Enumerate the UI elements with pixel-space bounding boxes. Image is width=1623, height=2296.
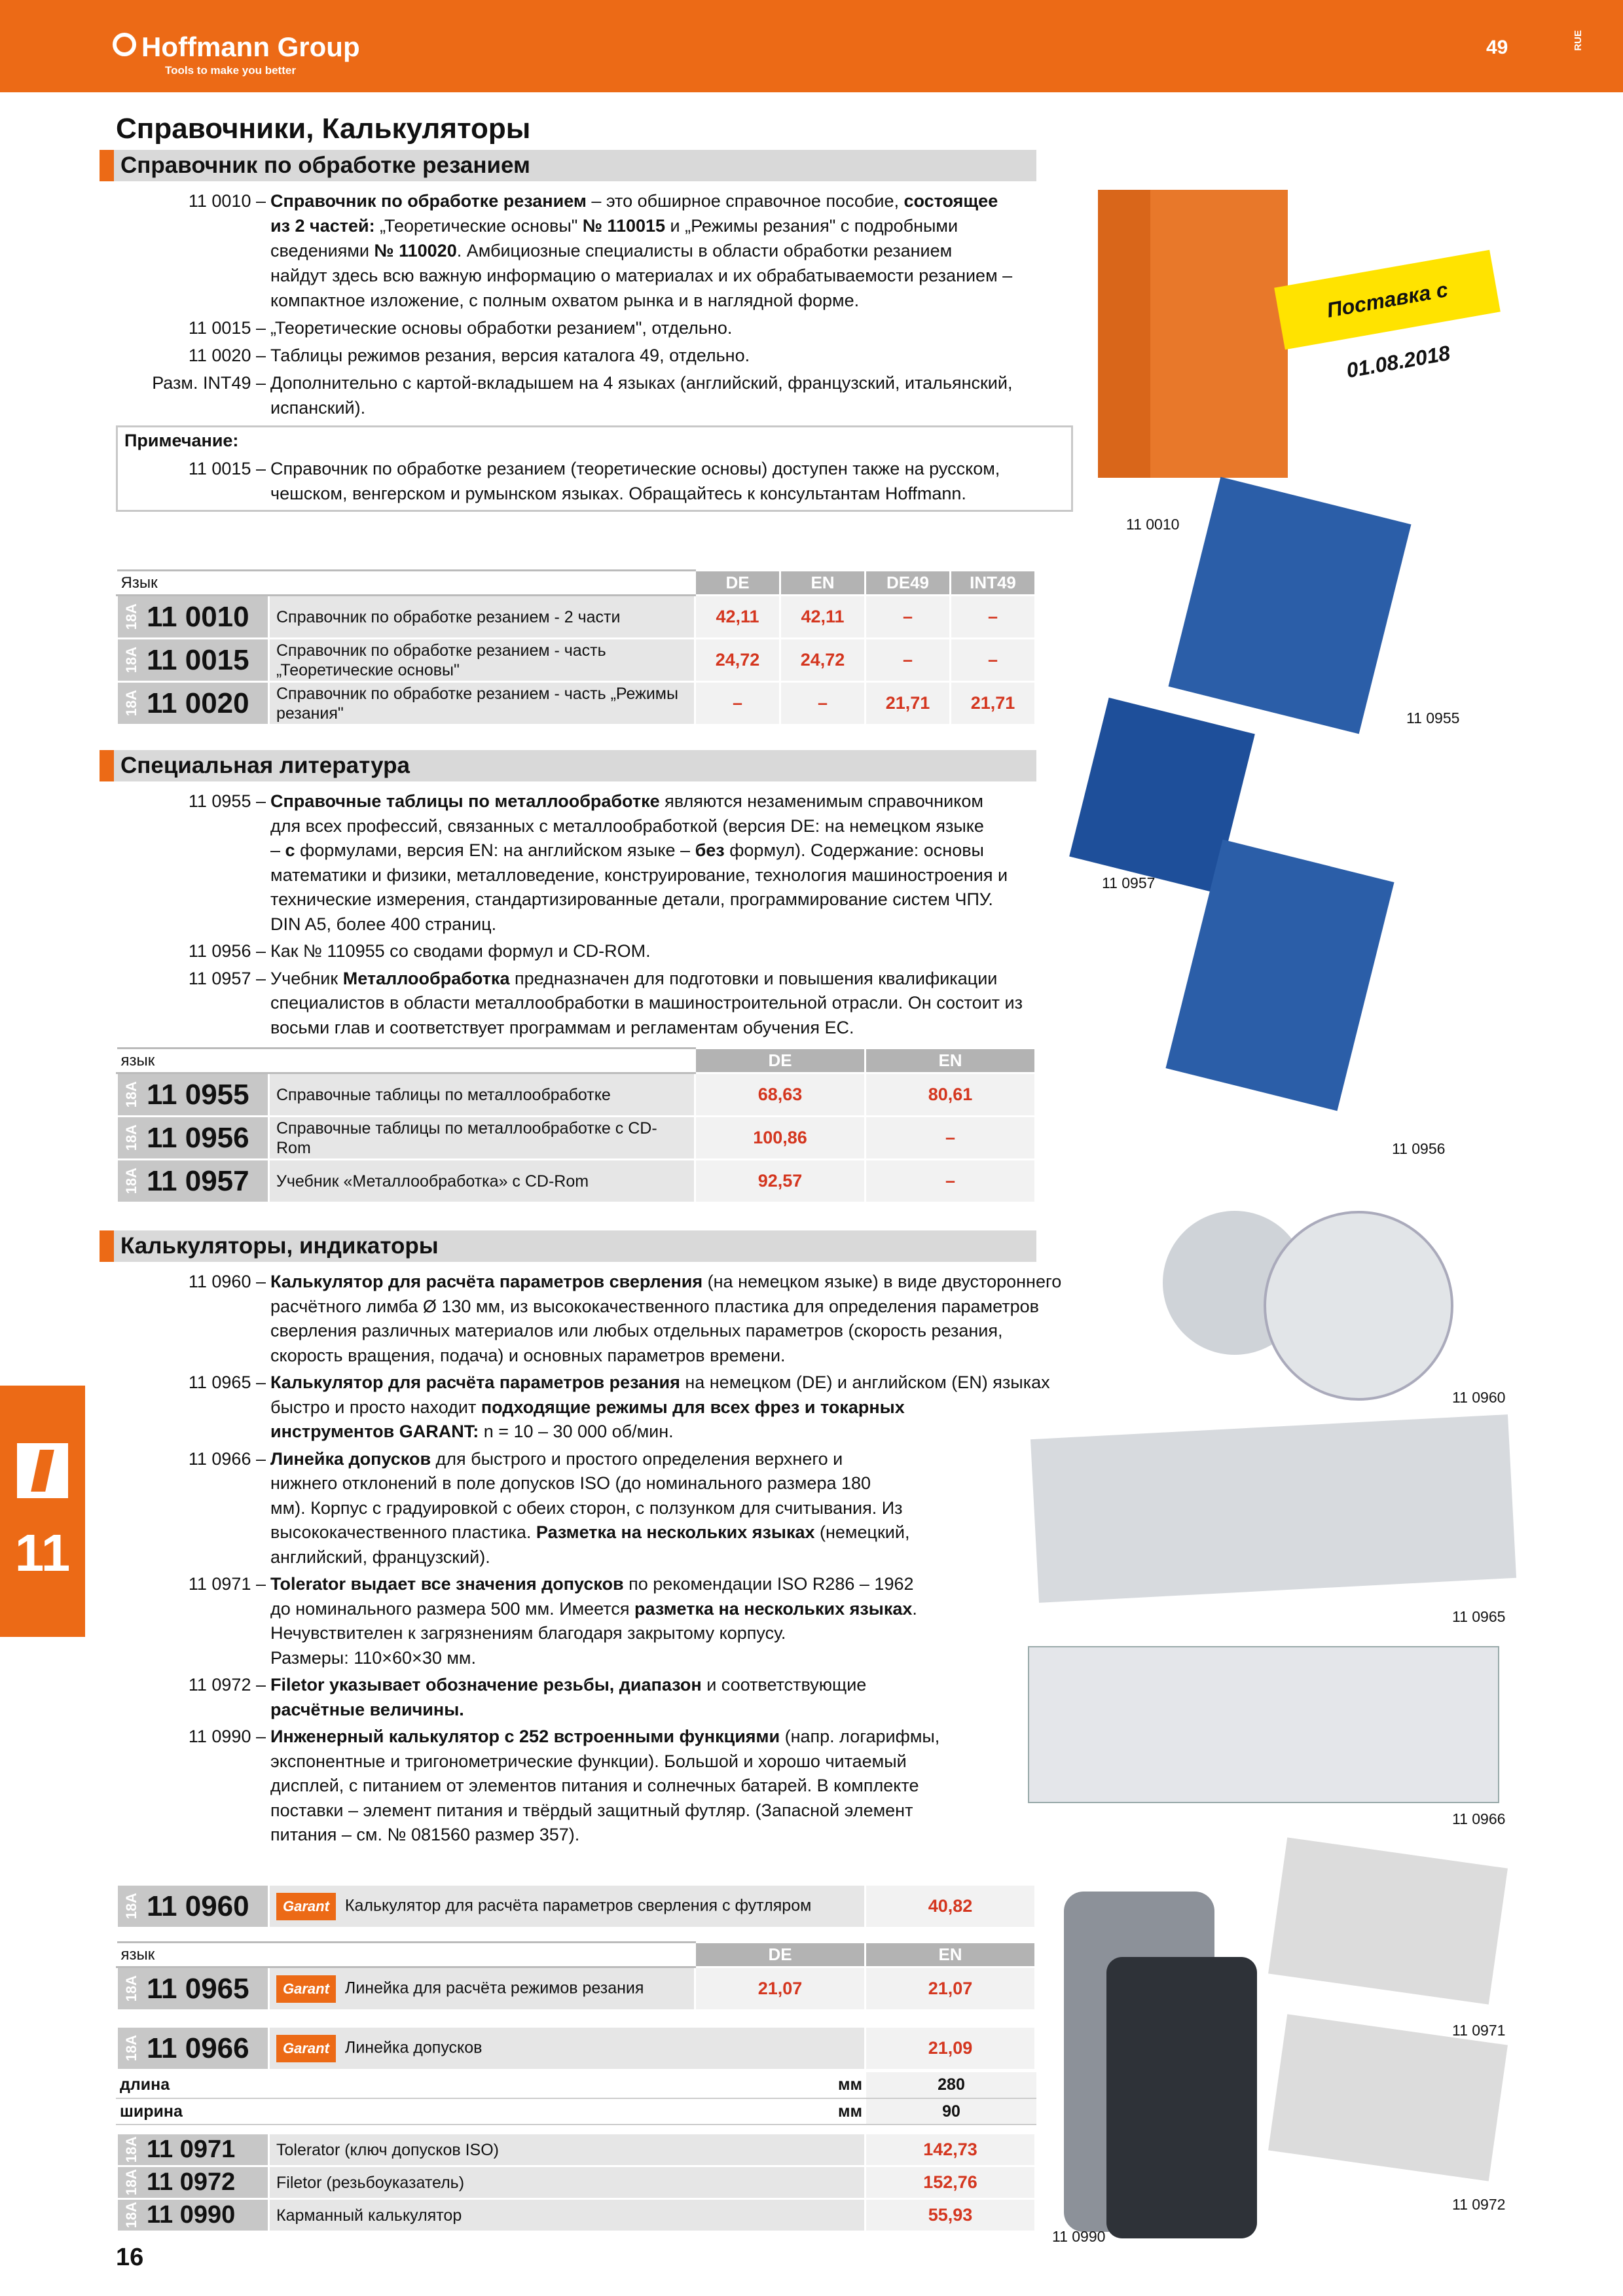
item-text-line: дисплей, с питанием от элементов питания и солнечных батарей. В комплекте <box>270 1776 919 1795</box>
item-text-line: специалистов в области металлообработки в машиностроительной отрасли. Он состоит из <box>270 993 1023 1013</box>
price: – <box>866 596 951 639</box>
item-text-line: экспонентные и тригонометрические функции). Большой и хорошо читаемый <box>270 1751 907 1771</box>
catalog-page-number: 49 <box>1486 37 1508 58</box>
price: 152,76 <box>866 2166 1036 2199</box>
item-text-line: мм). Корпус с градуировкой с обеих сторон, с ползунком для считывания. Из <box>270 1498 903 1518</box>
col-en: EN <box>866 1049 1036 1073</box>
caption-110972: 11 0972 <box>1452 2196 1506 2213</box>
caption-110010: 11 0010 <box>1126 516 1180 533</box>
caption-110971: 11 0971 <box>1452 2022 1506 2039</box>
item-text-line: DIN A5, более 400 страниц. <box>270 914 497 934</box>
item-code: 11 0010 – <box>188 191 266 211</box>
caption-110990: 11 0990 <box>1052 2228 1106 2245</box>
price: 42,11 <box>780 596 866 639</box>
item-text-line: Калькулятор для расчёта параметров резания на немецком (DE) и английском (EN) языках <box>270 1372 1050 1392</box>
spec-unit: мм <box>801 2098 866 2125</box>
logo-icon <box>113 33 136 56</box>
item-text-line: инструментов GARANT: n = 10 – 30 000 об/мин. <box>270 1422 674 1441</box>
article-description: Справочник по обработке резанием - 2 части <box>269 596 695 639</box>
item-text-line: Учебник Металлообработка предназначен для подготовки и повышения квалификации <box>270 968 998 988</box>
tolerator-image <box>1268 1837 1508 2004</box>
spec-unit: мм <box>801 2072 866 2098</box>
item-code: 11 0955 – <box>188 791 266 811</box>
spec-label: длина <box>116 2072 801 2098</box>
lang-label: язык <box>117 1943 695 1967</box>
item-text-line: английский, французский). <box>270 1547 490 1567</box>
drilling-calculator-disc-image <box>1264 1211 1453 1401</box>
item-text-line: Tolerator выдает все значения допусков по рекомендации ISO R286 – 1962 <box>270 1574 914 1594</box>
article-description: Справочник по обработке резанием - часть „Теоретические основы" <box>269 639 695 682</box>
item-text-line: Калькулятор для расчёта параметров сверления (на немецком языке) в виде двустороннего <box>270 1272 1062 1291</box>
item-text-line: Дополнительно с картой-вкладышем на 4 языках (английский, французский, итальянский, <box>270 373 1013 393</box>
tolerance-ruler-image <box>1028 1646 1499 1803</box>
delivery-badge: Поставка с 01.08.2018 <box>1274 250 1501 350</box>
col-de: DE <box>695 1049 866 1073</box>
item-text-line: Filetor указывает обозначение резьбы, диапазон и соответствующие <box>270 1675 867 1695</box>
article-description: Учебник «Металлообработка» с CD-Rom <box>269 1160 695 1203</box>
footer-page-number: 16 <box>116 2244 144 2271</box>
caption-110966: 11 0966 <box>1452 1810 1506 1827</box>
item-text-line: из 2 частей: „Теоретические основы" № 110015 и „Режимы резания" с подробными <box>270 216 958 236</box>
page-title: Справочники, Калькуляторы <box>116 113 531 145</box>
article-description: Garant Линейка для расчёта режимов резания <box>269 1967 695 2011</box>
price-table-cutting <box>116 569 1036 726</box>
item-text-line: технические измерения, стандартизированные детали, программирование систем ЧПУ. <box>270 889 993 909</box>
spec-row <box>116 2072 1036 2098</box>
item-code: 11 0015 – <box>188 459 266 478</box>
price-en: 21,07 <box>866 1967 1036 2011</box>
price: 24,72 <box>695 639 780 682</box>
price: 142,73 <box>866 2134 1036 2166</box>
item-text-line: высококачественного пластика. Разметка на нескольких языках (немецкий, <box>270 1522 910 1542</box>
table-row <box>117 2199 1036 2232</box>
price: – <box>866 639 951 682</box>
table-row <box>117 682 1036 725</box>
item-text-line: до номинального размера 500 мм. Имеется разметка на нескольких языках. <box>270 1598 917 1619</box>
article-description: Справочные таблицы по металлообработке с CD-Rom <box>269 1117 695 1160</box>
price: 80,61 <box>866 1073 1036 1117</box>
brand-tagline: Tools to make you better <box>165 64 296 77</box>
price: 68,63 <box>695 1073 866 1117</box>
note-label: Примечание: <box>124 431 239 450</box>
article-description: Garant Калькулятор для расчёта параметров сверления с футляром <box>269 1885 866 1928</box>
col-de: DE <box>695 571 780 596</box>
page-header <box>0 0 1623 92</box>
article-number: 18A 11 0957 <box>117 1160 269 1203</box>
caption-110957: 11 0957 <box>1102 874 1156 891</box>
garant-logo: Garant <box>276 2035 336 2062</box>
item-text-line: восьми глав и соответствует программам и регламентам обучения ЕС. <box>270 1017 854 1037</box>
article-number: 18A 11 0956 <box>117 1117 269 1160</box>
item-text-line: Нечувствителен к загрязнениям благодаря закрытому корпусу. <box>270 1623 786 1643</box>
caption-110965: 11 0965 <box>1452 1608 1506 1625</box>
cutting-slide-rule-image <box>1030 1414 1516 1603</box>
price: – <box>780 682 866 725</box>
item-text-line: – с формулами, версия EN: на английском языке – без формул). Содержание: основы <box>270 840 984 860</box>
language-code: RUE <box>1573 30 1584 51</box>
col-en: EN <box>780 571 866 596</box>
price: – <box>951 596 1036 639</box>
item-text-line: испанский). <box>270 398 366 418</box>
item-text-line: Инженерный калькулятор с 252 встроенными функциями (напр. логарифмы, <box>270 1727 940 1746</box>
item-text-line: „Теоретические основы обработки резанием", отдельно. <box>270 318 733 338</box>
table-row <box>117 1967 1036 2011</box>
item-code: 11 0990 – <box>188 1727 266 1746</box>
price-table-literature <box>116 1047 1036 1204</box>
price: – <box>695 682 780 725</box>
item-code: Разм. INT49 – <box>152 373 266 393</box>
item-code: 11 0956 – <box>188 941 266 961</box>
item-text-line: скорость вращения, подача) и основных параметров времени. <box>270 1345 786 1365</box>
table-row <box>117 1117 1036 1160</box>
article-description: Tolerator (ключ допусков ISO) <box>269 2134 866 2166</box>
lang-label: Язык <box>117 571 695 596</box>
price: 21,71 <box>951 682 1036 725</box>
article-description: Filetor (резьбоуказатель) <box>269 2166 866 2199</box>
item-text-line: для всех профессий, связанных с металлообработкой (версия DE: на немецком языке <box>270 816 984 836</box>
table-row <box>117 2166 1036 2199</box>
item-text-line: сведениями № 110020. Амбициозные специалисты в области обработки резанием <box>270 241 953 260</box>
price: 92,57 <box>695 1160 866 1203</box>
article-number: 18A 11 0965 <box>117 1967 269 2011</box>
item-text-line: Таблицы режимов резания, версия каталога 49, отдельно. <box>270 346 750 365</box>
price: – <box>866 1117 1036 1160</box>
article-description: Справочные таблицы по металлообработке <box>269 1073 695 1117</box>
price: 55,93 <box>866 2199 1036 2232</box>
table-row <box>117 2134 1036 2166</box>
table-row <box>117 596 1036 639</box>
article-number: 18A 11 0966 <box>117 2027 269 2070</box>
item-text-line: Справочные таблицы по металлообработке являются незаменимым справочником <box>270 791 983 811</box>
caption-110960: 11 0960 <box>1452 1389 1506 1406</box>
price-table-110966 <box>116 2026 1036 2071</box>
article-number: 18A 11 0972 <box>117 2166 269 2199</box>
spec-label: ширина <box>116 2098 801 2125</box>
article-number: 18A 11 0960 <box>117 1885 269 1928</box>
pocket-calculator-image <box>1106 1957 1257 2238</box>
price: 24,72 <box>780 639 866 682</box>
table-row <box>117 2027 1036 2070</box>
item-text-line: Как № 110955 со сводами формул и CD-ROM. <box>270 941 651 961</box>
price-table-tools <box>116 2132 1036 2233</box>
article-number: 18A 11 0020 <box>117 682 269 725</box>
article-number: 18A 11 0955 <box>117 1073 269 1117</box>
brand-name: Hoffmann Group <box>141 31 360 62</box>
price: 21,71 <box>866 682 951 725</box>
item-code: 11 0960 – <box>188 1272 266 1291</box>
price-table-110960 <box>116 1884 1036 1929</box>
spec-value: 90 <box>866 2098 1036 2125</box>
article-description: Garant Линейка допусков <box>269 2027 866 2070</box>
chapter-number: 11 <box>14 1524 71 1582</box>
spec-table-110966 <box>116 2072 1036 2125</box>
lang-label: язык <box>117 1049 695 1073</box>
item-text-line: питания – см. № 081560 размер 357). <box>270 1825 580 1844</box>
col-de49: DE49 <box>866 571 951 596</box>
item-code: 11 0015 – <box>188 318 266 338</box>
drill-icon <box>17 1443 68 1498</box>
col-int49: INT49 <box>951 571 1036 596</box>
price-de: 21,07 <box>695 1967 866 2011</box>
section-heading-cutting: Справочник по обработке резанием <box>100 150 1036 181</box>
price: 42,11 <box>695 596 780 639</box>
book-image-110955 <box>1169 477 1412 734</box>
article-number: 18A 11 0971 <box>117 2134 269 2166</box>
item-code: 11 0971 – <box>188 1574 266 1594</box>
article-number: 18A 11 0990 <box>117 2199 269 2232</box>
article-number: 18A 11 0015 <box>117 639 269 682</box>
article-description: Карманный калькулятор <box>269 2199 866 2232</box>
col-en: EN <box>866 1943 1036 1967</box>
item-text-line: компактное изложение, с полным охватом рынка и в наглядной форме. <box>270 291 860 310</box>
item-text-line: Справочник по обработке резанием (теоретические основы) доступен также на русском, <box>270 459 1000 478</box>
price: 100,86 <box>695 1117 866 1160</box>
item-text-line: Справочник по обработке резанием – это обширное справочное пособие, состоящее <box>270 191 998 211</box>
caption-110955: 11 0955 <box>1406 709 1460 726</box>
item-text-line: поставки – элемент питания и твёрдый защитный футляр. (Запасной элемент <box>270 1800 913 1820</box>
table-row <box>117 1160 1036 1203</box>
section-heading-literature: Специальная литература <box>100 750 1036 781</box>
item-code: 11 0965 – <box>188 1372 266 1392</box>
garant-logo: Garant <box>276 1975 336 2003</box>
table-row <box>117 1885 1036 1928</box>
item-text-line: чешском, венгерском и румынском языках. Обращайтесь к консультантам Hoffmann. <box>270 484 966 503</box>
item-text-line: Линейка допусков для быстрого и простого определения верхнего и <box>270 1448 843 1469</box>
item-text-line: быстро и просто находит подходящие режимы для всех фрез и токарных <box>270 1397 905 1417</box>
item-text-line: сверления различных материалов или любых отдельных параметров (скорость резания, <box>270 1321 1003 1340</box>
col-de: DE <box>695 1943 866 1967</box>
spec-value: 280 <box>866 2072 1036 2098</box>
item-code: 11 0020 – <box>188 346 266 365</box>
item-text-line: нижнего отклонений в поле допусков ISO (до номинального размера 180 <box>270 1473 871 1493</box>
table-row <box>117 639 1036 682</box>
item-code: 11 0957 – <box>188 968 266 988</box>
table-row <box>117 1073 1036 1117</box>
price: 21,09 <box>866 2027 1036 2070</box>
price: – <box>951 639 1036 682</box>
caption-110956: 11 0956 <box>1392 1140 1446 1157</box>
price-table-110965 <box>116 1941 1036 2011</box>
article-description: Справочник по обработке резанием - часть „Режимы резания" <box>269 682 695 725</box>
item-code: 11 0966 – <box>188 1448 266 1469</box>
section-heading-calculators: Калькуляторы, индикаторы <box>100 1230 1036 1262</box>
item-text-line: найдут здесь всю важную информацию о материалах и их обрабатываемости резанием – <box>270 266 1013 285</box>
item-code: 11 0972 – <box>188 1675 266 1695</box>
garant-logo: Garant <box>276 1893 336 1920</box>
spec-row <box>116 2098 1036 2125</box>
item-text-line: Размеры: 110×60×30 мм. <box>270 1647 476 1668</box>
item-text-line: математики и физики, металловедение, конструирование, технология машиностроения и <box>270 865 1008 885</box>
item-text-line: расчётного лимба Ø 130 мм, из высококачественного пластика для определения параметров <box>270 1296 1039 1316</box>
article-number: 18A 11 0010 <box>117 596 269 639</box>
binder-image-2 <box>1150 190 1288 478</box>
price: 40,82 <box>866 1885 1036 1928</box>
price: – <box>866 1160 1036 1203</box>
chapter-tab <box>0 1386 85 1637</box>
item-text-line: расчётные величины. <box>270 1699 464 1719</box>
